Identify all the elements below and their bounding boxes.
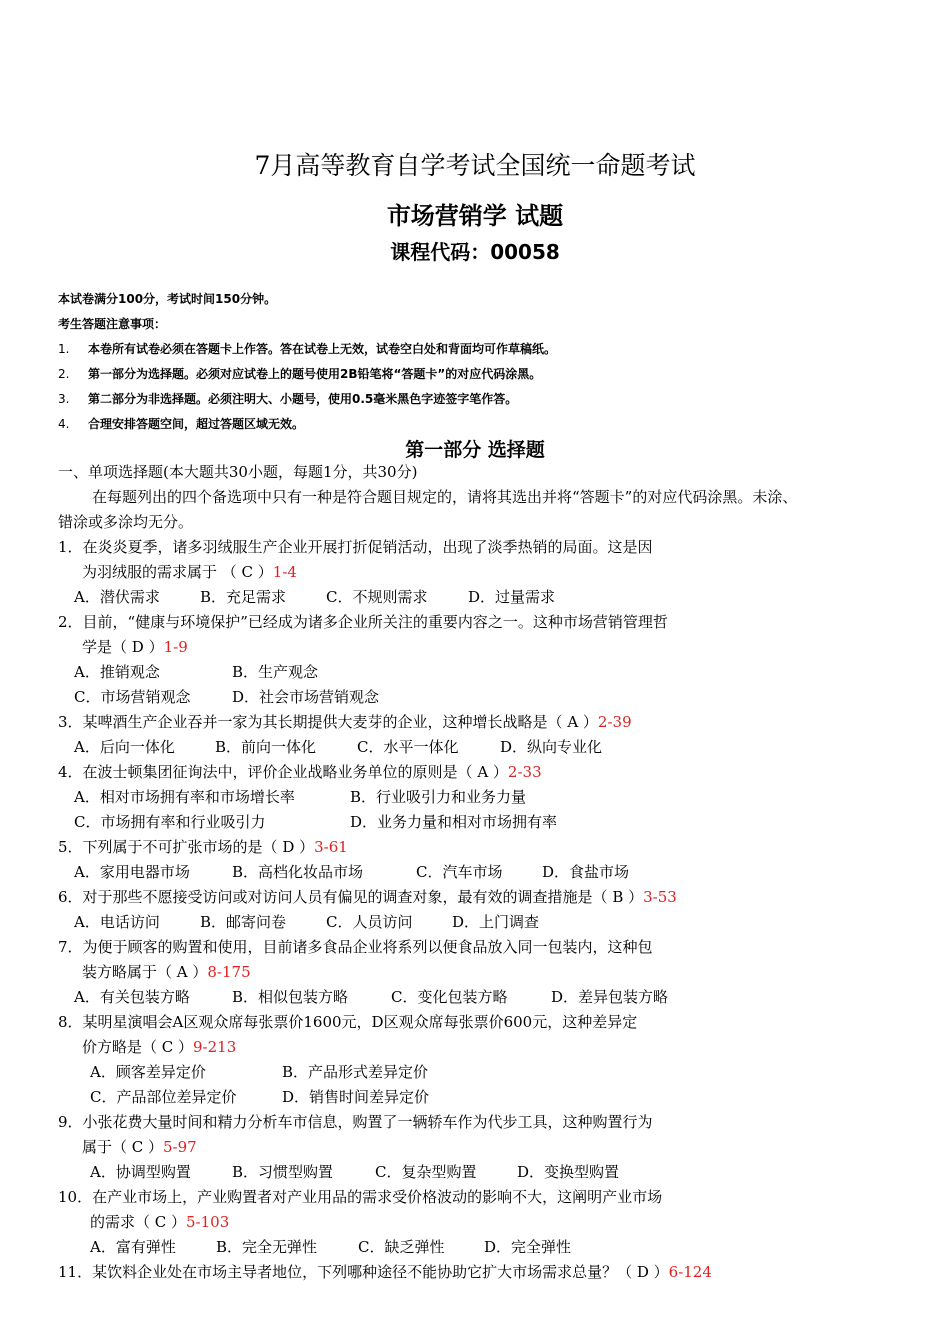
option: A．富有弹性 bbox=[90, 1238, 176, 1256]
answer-ref: 3-61 bbox=[314, 838, 348, 856]
option: A．后向一体化 bbox=[74, 738, 175, 756]
notice-text: 第二部分为非选择题。必须注明大、小题号，使用0.5毫米黑色字迹签字笔作答。 bbox=[88, 392, 518, 406]
option: B．完全无弹性 bbox=[216, 1238, 318, 1256]
question-4-options bbox=[74, 812, 557, 832]
option: C．复杂型购置 bbox=[375, 1163, 477, 1181]
subject-title: 市场营销学 试题 bbox=[386, 202, 564, 230]
question-text: 5．下列属于不可扩张市场的是（ D ） bbox=[58, 838, 315, 856]
question-8-stem-cont bbox=[82, 1037, 236, 1057]
question-2-options bbox=[74, 662, 318, 682]
option: D．差异包装方略 bbox=[551, 988, 669, 1006]
answer-ref: 5-97 bbox=[163, 1138, 197, 1156]
option: D．过量需求 bbox=[468, 588, 556, 606]
option: B．产品形式差异定价 bbox=[282, 1063, 429, 1081]
option: C．汽车市场 bbox=[416, 863, 503, 881]
option: C．水平一体化 bbox=[357, 738, 459, 756]
notice-text: 本卷所有试卷必须在答题卡上作答。答在试卷上无效，试卷空白处和背面均可作草稿纸。 bbox=[88, 342, 557, 356]
option: A．推销观念 bbox=[74, 663, 160, 681]
answer-ref: 1-9 bbox=[163, 638, 188, 656]
option: C．市场拥有率和行业吸引力 bbox=[74, 813, 266, 831]
option: B．高档化妆品市场 bbox=[232, 863, 364, 881]
question-text: 价方略是（ C ） bbox=[82, 1038, 194, 1056]
course-code: 课程代码：00058 bbox=[390, 240, 560, 264]
question-2-options bbox=[74, 687, 379, 707]
question-8-options bbox=[90, 1062, 428, 1082]
option: D．上门调查 bbox=[452, 913, 540, 931]
option: B．邮寄问卷 bbox=[200, 913, 287, 931]
answer-ref: 5-103 bbox=[186, 1213, 230, 1231]
question-7-stem: 7．为便于顾客的购置和使用，目前诸多食品企业将系列以便食品放入同一包装内，这种包 bbox=[58, 938, 653, 956]
question-text: 装方略属于（ A ） bbox=[82, 963, 208, 981]
option: A．电话访问 bbox=[74, 913, 160, 931]
option: A．相对市场拥有率和市场增长率 bbox=[74, 788, 295, 806]
option: D．社会市场营销观念 bbox=[232, 688, 380, 706]
notice-num: 3. bbox=[58, 392, 70, 406]
instruction-line: 错涂或多涂均无分。 bbox=[58, 513, 194, 531]
option: B．习惯型购置 bbox=[232, 1163, 334, 1181]
option: D．销售时间差异定价 bbox=[282, 1088, 430, 1106]
section-title: 第一部分 选择题 bbox=[405, 439, 545, 461]
notice-num: 1. bbox=[58, 342, 70, 356]
question-6-options bbox=[74, 912, 539, 932]
answer-ref: 3-53 bbox=[643, 888, 677, 906]
option: B．充足需求 bbox=[200, 588, 287, 606]
question-5-stem bbox=[58, 837, 348, 857]
question-text: 3．某啤酒生产企业吞并一家为其长期提供大麦芽的企业，这种增长战略是（ A ） bbox=[58, 713, 598, 731]
question-4-options bbox=[74, 787, 526, 807]
question-8-stem: 8．某明星演唱会A区观众席每张票价1600元，D区观众席每张票价600元，这种差异定 bbox=[58, 1013, 638, 1031]
option: B．生产观念 bbox=[232, 663, 319, 681]
question-group-heading: 一、单项选择题(本大题共30小题，每题1分，共30分) bbox=[58, 463, 418, 481]
option: A．家用电器市场 bbox=[74, 863, 190, 881]
question-9-options bbox=[90, 1162, 619, 1182]
option: B．相似包装方略 bbox=[232, 988, 349, 1006]
option: D．纵向专业化 bbox=[500, 738, 603, 756]
question-10-stem: 10．在产业市场上，产业购置者对产业用品的需求受价格波动的影响不大，这阐明产业市场 bbox=[58, 1188, 663, 1206]
question-text: 学是（ D ） bbox=[82, 638, 164, 656]
question-text: 的需求（ C ） bbox=[90, 1213, 187, 1231]
question-5-options bbox=[74, 862, 629, 882]
question-2-stem-cont bbox=[82, 637, 188, 657]
answer-ref: 8-175 bbox=[207, 963, 251, 981]
notice-item bbox=[58, 341, 556, 357]
question-9-stem-cont bbox=[82, 1137, 197, 1157]
option: D．食盐市场 bbox=[542, 863, 630, 881]
notice-item bbox=[58, 416, 304, 432]
question-10-options bbox=[90, 1237, 571, 1257]
question-9-stem: 9．小张花费大量时间和精力分析车市信息，购置了一辆轿车作为代步工具，这种购置行为 bbox=[58, 1113, 653, 1131]
question-7-stem-cont bbox=[82, 962, 251, 982]
answer-ref: 2-33 bbox=[507, 763, 542, 781]
option: D．变换型购置 bbox=[517, 1163, 620, 1181]
question-text: 属于（ C ） bbox=[82, 1138, 164, 1156]
option: C．变化包装方略 bbox=[391, 988, 508, 1006]
option: D．完全弹性 bbox=[484, 1238, 572, 1256]
notice-num: 4. bbox=[58, 417, 70, 431]
option: B．前向一体化 bbox=[215, 738, 317, 756]
answer-ref: 6-124 bbox=[668, 1263, 712, 1281]
option: C．不规则需求 bbox=[326, 588, 428, 606]
notice-item bbox=[58, 391, 517, 407]
answer-ref: 9-213 bbox=[193, 1038, 237, 1056]
question-7-options bbox=[74, 987, 668, 1007]
option: A．顾客差异定价 bbox=[90, 1063, 206, 1081]
option: C．市场营销观念 bbox=[74, 688, 191, 706]
notice-text: 第一部分为选择题。必须对应试卷上的题号使用2B铅笔将“答题卡”的对应代码涂黑。 bbox=[88, 367, 542, 381]
option: C．产品部位差异定价 bbox=[90, 1088, 237, 1106]
question-3-options bbox=[74, 737, 602, 757]
question-text: 6．对于那些不愿接受访问或对访问人员有偏见的调查对象，最有效的调查措施是（ B ） bbox=[58, 888, 644, 906]
option: C．缺乏弹性 bbox=[358, 1238, 445, 1256]
option: B．行业吸引力和业务力量 bbox=[350, 788, 527, 806]
answer-ref: 2-39 bbox=[597, 713, 632, 731]
answer-ref: 1-4 bbox=[272, 563, 297, 581]
option: A．协调型购置 bbox=[90, 1163, 191, 1181]
question-text: 为羽绒服的需求属于 （ C ） bbox=[82, 563, 273, 581]
notice-text: 合理安排答题空间，超过答题区域无效。 bbox=[88, 417, 305, 431]
option: A．有关包装方略 bbox=[74, 988, 190, 1006]
notice-heading: 考生答题注意事项： bbox=[58, 317, 167, 331]
notice-item bbox=[58, 366, 541, 382]
question-4-stem bbox=[58, 762, 542, 782]
exam-title: 7月高等教育自学考试全国统一命题考试 bbox=[254, 151, 696, 180]
question-3-stem bbox=[58, 712, 632, 732]
question-1-stem-cont bbox=[82, 562, 297, 582]
question-text: 11．某饮料企业处在市场主导者地位，下列哪种途径不能协助它扩大市场需求总量？（ D ） bbox=[58, 1263, 669, 1281]
option: D．业务力量和相对市场拥有率 bbox=[350, 813, 558, 831]
question-10-stem-cont bbox=[90, 1212, 229, 1232]
option: A．潜伏需求 bbox=[74, 588, 160, 606]
question-2-stem: 2．目前，“健康与环境保护”已经成为诸多企业所关注的重要内容之一。这种市场营销管理哲 bbox=[58, 613, 668, 631]
question-1-stem: 1．在炎炎夏季，诸多羽绒服生产企业开展打折促销活动，出现了淡季热销的局面。这是因 bbox=[58, 538, 653, 556]
question-6-stem bbox=[58, 887, 677, 907]
exam-info: 本试卷满分100分，考试时间150分钟。 bbox=[58, 292, 277, 306]
question-1-options bbox=[74, 587, 555, 607]
notice-num: 2. bbox=[58, 367, 70, 381]
question-11-stem bbox=[58, 1262, 712, 1282]
question-text: 4．在波士顿集团征询法中，评价企业战略业务单位的原则是（ A ） bbox=[58, 763, 508, 781]
question-8-options bbox=[90, 1087, 429, 1107]
instruction-line: 在每题列出的四个备选项中只有一种是符合题目规定的，请将其选出并将“答题卡”的对应代码涂黑。未涂、 bbox=[92, 488, 798, 506]
option: C．人员访问 bbox=[326, 913, 413, 931]
